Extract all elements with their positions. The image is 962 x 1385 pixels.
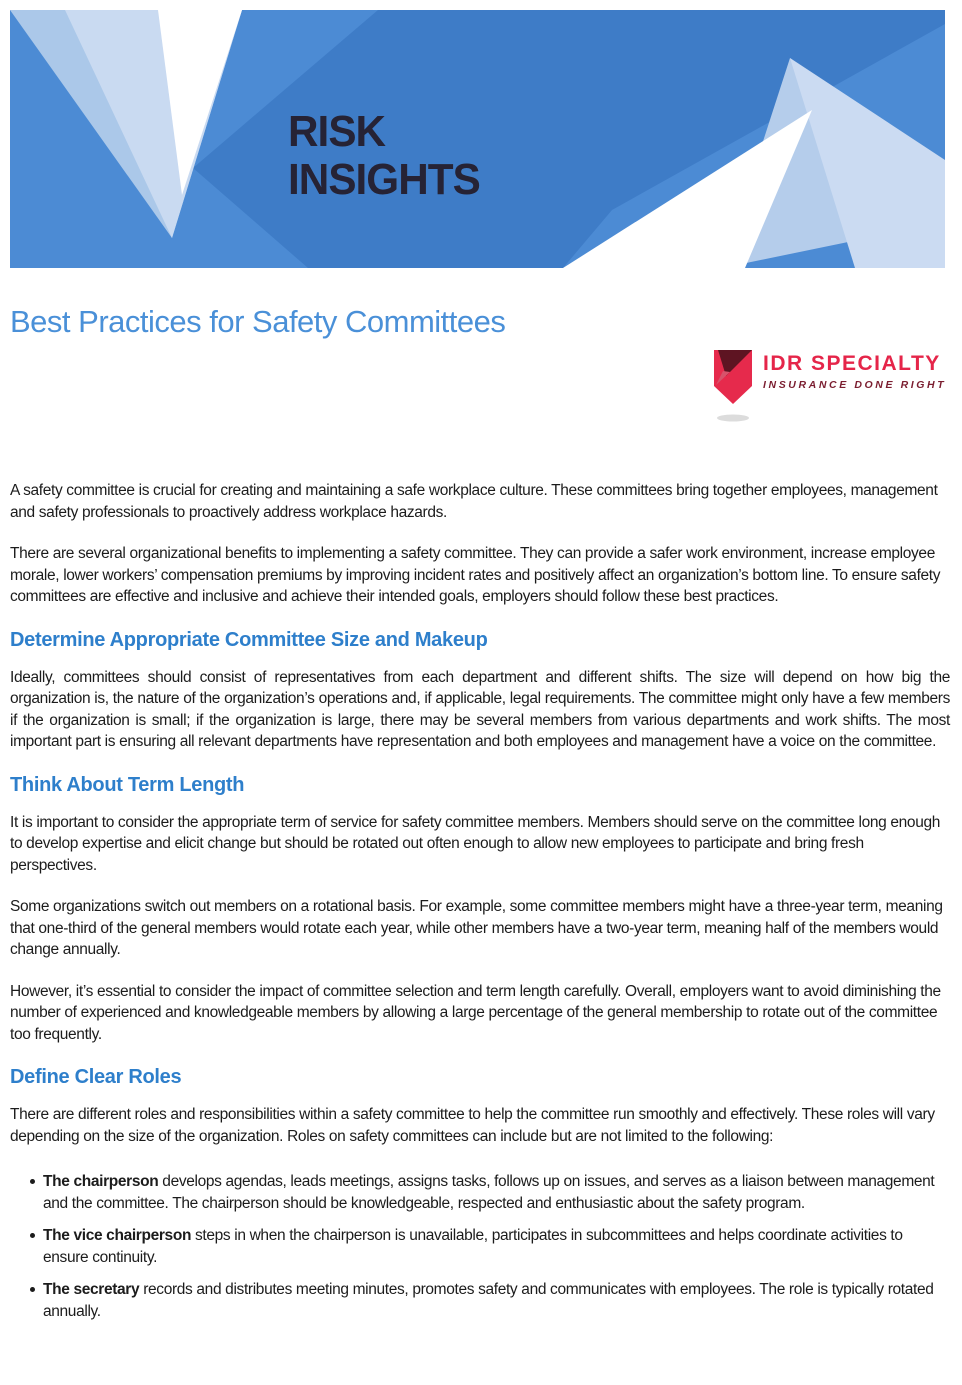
term-length-paragraph-2: Some organizations switch out members on a rotational basis. For example, some committee members might have a three-year term, meaning that one-third of the general members would rotate each year, while other members have a two-year term, meaning half of the members would change annually. (10, 898, 943, 958)
banner (10, 10, 945, 268)
term-length-paragraph-3: However, it’s essential to consider the impact of committee selection and term length carefully. Overall, employers want to avoid diminishing the number of experienced and knowledgeable members by allowing a large percentage of the general membership to rotate out of the committee too frequently. (10, 982, 941, 1043)
define-roles-paragraph: There are different roles and responsibilities within a safety committee to help the committee run smoothly and effectively. These roles will vary depending on the size of the organization. Roles on safety committees can include but are not limited to the following: (10, 1106, 935, 1145)
banner-title (288, 108, 480, 204)
committee-size-paragraph: Ideally, committees should consist of representatives from each department and different shifts. The size will depend on how big the organization is, the nature of the organization’s operations and, if applicable, legal requirements. The committee might only have a few members if the organization is small; if the organization is large, there may be several members from various departments and work shifts. The most important part is ensuring all relevant departments have representation and both employees and management have a voice on the committee. (10, 668, 950, 750)
bullet-icon (30, 1179, 35, 1184)
term-length-paragraph-1: It is important to consider the appropriate term of service for safety committee members. Members should serve on the committee long enough to develop expertise and elicit change but should be rotated out often enough to allow new employees to participate and bring fresh perspectives. (10, 813, 941, 874)
role-lead: The chairperson (43, 1173, 159, 1190)
intro-paragraph-1: A safety committee is crucial for creating and maintaining a safe workplace culture. These committees bring together employees, management and safety professionals to proactively address workplace hazards. (10, 482, 938, 521)
section-heading-term-length: Think About Term Length (10, 773, 245, 796)
bullet-icon (30, 1233, 35, 1238)
roles-list (10, 1171, 950, 1322)
logo-text (763, 348, 946, 391)
bullet-icon (30, 1287, 35, 1292)
intro-paragraph-2: There are several organizational benefits to implementing a safety committee. They can provide a safer work environment, increase employee morale, lower workers’ compensation premiums by improving incident rates and positively affect an organization’s bottom line. To ensure safety committees are effective and inclusive and achieve their intended goals, employers should follow these best practices. (10, 545, 941, 605)
shield-logo-icon (713, 348, 755, 423)
section-heading-committee-size: Determine Appropriate Committee Size and Makeup (10, 628, 488, 651)
role-description: records and distributes meeting minutes, promotes safety and communicates with employees. The role is typically rotated annually. (43, 1281, 934, 1320)
list-item-vice-chairperson (10, 1225, 950, 1268)
banner-title-line2: INSIGHTS (288, 155, 480, 204)
list-item-secretary (10, 1279, 950, 1322)
role-description: develops agendas, leads meetings, assigns tasks, follows up on issues, and serves as a liaison between management and the committee. The chairperson should be knowledgeable, respected and enthusiastic about the safety program. (43, 1173, 935, 1212)
role-description: steps in when the chairperson is unavailable, participates in subcommittees and helps coordinate activities to ensure continuity. (43, 1227, 903, 1266)
page-title: Best Practices for Safety Committees (10, 304, 506, 339)
logo-tagline: INSURANCE DONE RIGHT (763, 379, 947, 391)
list-item-chairperson (10, 1171, 950, 1214)
document-body (10, 480, 950, 1333)
logo-name: IDR SPECIALTY (763, 352, 941, 375)
company-logo (713, 348, 946, 423)
section-heading-define-roles: Define Clear Roles (10, 1066, 182, 1088)
role-lead: The vice chairperson (43, 1227, 192, 1244)
banner-title-line1: RISK (288, 107, 386, 156)
role-lead: The secretary (43, 1281, 140, 1298)
